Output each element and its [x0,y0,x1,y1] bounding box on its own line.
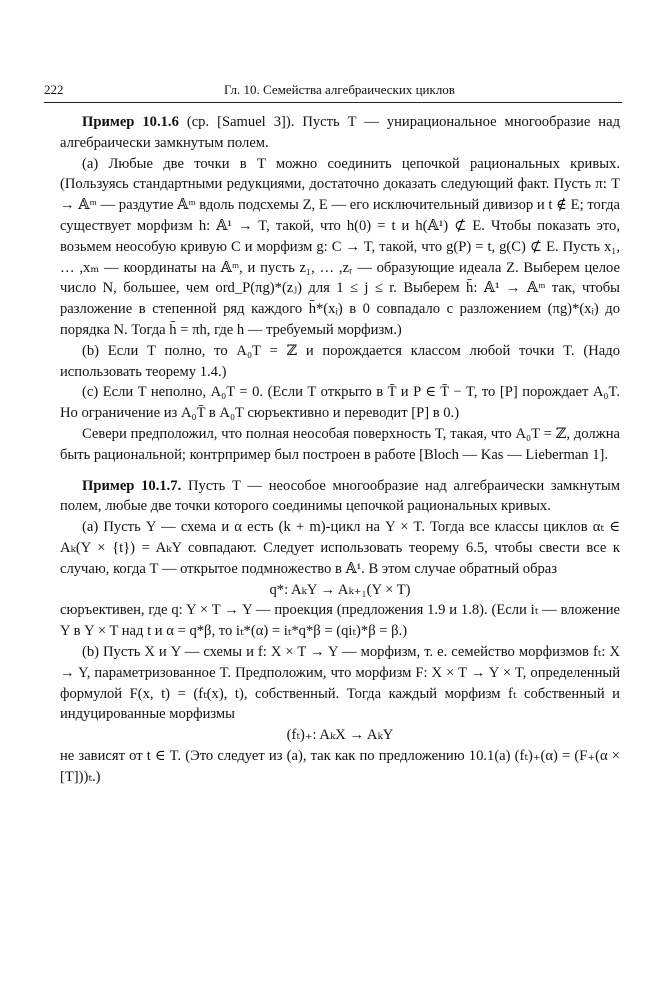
paragraph-text: (fₜ)₊: AₖX → AₖY [286,727,394,744]
example-10-1-7-intro [60,476,620,518]
running-header [44,80,622,103]
example-10-1-6-c [60,382,620,424]
paragraph-text: (a) Любые две точки в T можно соединить цепочкой рациональных кривых. (Пользуясь стандартными редукциями, достаточно доказать следующий факт. Пусть π: T → 𝔸ᵐ — раздутие 𝔸ᵐ вдоль подсхемы Z, E — его исключительный дивизор и t ∉ E; тогда существует морфизм h: 𝔸¹ → T, такой, что h(0) = t и h(𝔸¹) ⊄ E. Чтобы показать это, возьмем неособую кривую C и морфизм g: C → T, такой, что g(P) = t, g(C) ⊄ E. Пусть x₁, … ,xₘ — координаты на 𝔸ᵐ, и пусть z₁, … ,zᵣ — образующие идеала Z. Выберем целое число N, большее, чем ord_P(πg)*(zⱼ) для 1 ≤ j ≤ r. Выберем h̄: 𝔸¹ → 𝔸ᵐ так, чтобы разложение в степенной ряд каждого h̄*(xᵢ) в 0 совпадало с разложением (πg)*(xᵢ) до порядка N. Тогда h̄ = πh, где h — требуемый морфизм.) [60,155,620,338]
example-10-1-6-b [60,341,620,383]
example-10-1-6-a [60,154,620,341]
paragraph-text: (ср. [Samuel 3]). Пусть T — унирациональное многообразие над алгебраически замкнутым полем. [60,114,620,151]
example-10-1-7-a-cont [60,600,620,642]
page-body [60,112,620,788]
formula-pullback [60,580,620,601]
page-number: 222 [44,82,64,97]
paragraph-text: не зависят от t ∈ T. (Это следует из (a), так как по предложению 10.1(a) (fₜ)₊(α) = (F₊(α × [T]))ₜ.) [60,747,620,785]
paragraph-text: (b) Пусть X и Y — схемы и f: X × T → Y — морфизм, т. е. семейство морфизмов fₜ: X → Y, параметризованное T. Предположим, что морфизм F: X × T → Y × T, определенный формулой F(x, t) = (fₜ(x), t), собственный. Тогда каждый морфизм fₜ собственный и индуцированные морфизмы [60,643,620,723]
paragraph-text: (a) Пусть Y — схема и α есть (k + m)-цикл на Y × T. Тогда все классы циклов αₜ ∈ Aₖ(Y × {t}) = AₖY совпадают. Следует использовать теорему 6.5, чтобы свести все к случаю, когда T — открытое подмножество в 𝔸¹. В этом случае обратный образ [60,519,620,577]
formula-pushforward [60,725,620,746]
paragraph-text: Севери предположил, что полная неособая поверхность T, такая, что A₀T = ℤ, должна быть рациональной; контрпример был построен в работе [Bloch — Kas — Lieberman 1]. [60,425,620,463]
example-10-1-7-b [60,642,620,725]
chapter-title: Гл. 10. Семейства алгебраических циклов [224,82,455,97]
example-10-1-7-b-cont [60,746,620,788]
example-10-1-6-intro [60,112,620,154]
example-heading: Пример 10.1.6 [82,114,179,130]
paragraph-text: сюръективен, где q: Y × T → Y — проекция (предложения 1.9 и 1.8). (Если iₜ — вложение Y в Y × T над t и α = q*β, то iₜ*(α) = iₜ*q*β = (qiₜ)*β = β.) [60,602,620,640]
paragraph-text: (c) Если T неполно, A₀T = 0. (Если T открыто в T̄ и P ∈ T̄ − T, то [P] порождает A₀T. Но ограничение из A₀T̄ в A₀T сюръективно и переводит [P] в 0.) [60,384,620,422]
paragraph-text: Пусть T — неособое многообразие над алгебраически замкнутым полем, любые две точки которого соединимы цепочкой рациональных кривых. [60,477,620,515]
example-heading: Пример 10.1.7. [82,477,182,494]
paragraph-text: q*: AₖY → Aₖ₊₁(Y × T) [269,581,411,598]
example-10-1-7-a [60,517,620,579]
gap-1 [60,466,620,476]
paragraph-text: (b) Если T полно, то A₀T = ℤ и порождается классом любой точки T. (Надо использовать теорему 1.4.) [60,342,620,380]
severi-remark [60,424,620,466]
